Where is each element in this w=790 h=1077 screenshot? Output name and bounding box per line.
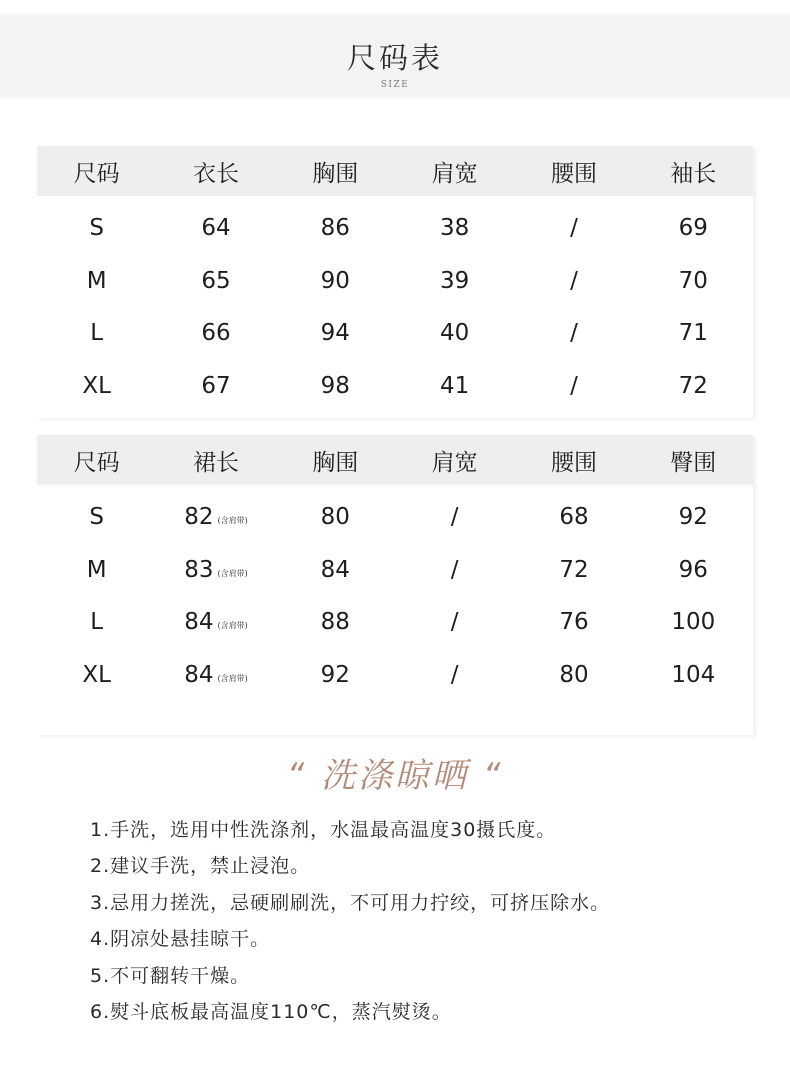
table-row	[37, 544, 753, 597]
table-row	[37, 596, 753, 649]
table-row	[37, 491, 753, 544]
column-header: 尺码	[73, 160, 120, 187]
table-cell: /	[570, 373, 578, 400]
table-cell: 76	[559, 609, 589, 636]
table-row	[37, 255, 753, 308]
list-item: 4.阴凉处悬挂晾干。	[90, 928, 271, 951]
table-header-row	[37, 435, 753, 485]
strap-note: (含肩带)	[217, 568, 248, 578]
table-cell: 90	[320, 267, 350, 294]
table-cell: XL	[82, 662, 111, 689]
column-header: 袖长	[670, 160, 717, 187]
column-header: 胸围	[312, 449, 359, 476]
column-header: 裙长	[192, 449, 239, 476]
column-header: 衣长	[192, 160, 239, 187]
table-cell: L	[90, 609, 104, 636]
table-cell: 71	[678, 320, 708, 347]
strap-note: (含肩带)	[217, 674, 248, 684]
strap-note: (含肩带)	[217, 621, 248, 631]
table-row	[37, 649, 753, 702]
table-cell-with-note	[156, 557, 275, 583]
table-cell: 66	[201, 320, 231, 347]
table-cell: /	[450, 556, 459, 583]
table-cell-with-note	[156, 504, 275, 530]
table-cell: 100	[671, 609, 716, 636]
page-subtitle: SIZE	[380, 80, 410, 90]
table-cell: 104	[671, 662, 716, 689]
table-cell: /	[570, 215, 578, 242]
page-title: 尺码表	[346, 41, 443, 75]
column-header: 尺码	[73, 449, 120, 476]
column-header: 肩宽	[431, 160, 478, 187]
table-cell: S	[89, 215, 104, 242]
column-header: 肩宽	[431, 449, 478, 476]
table-cell: 83	[184, 556, 214, 583]
table-row	[37, 307, 753, 360]
table-cell: 88	[320, 609, 350, 636]
list-item: 1.手洗，选用中性洗涤剂，水温最高温度30摄氏度。	[90, 819, 557, 841]
table-cell: L	[90, 320, 104, 347]
table-cell: 67	[201, 373, 231, 400]
table-cell: 94	[320, 320, 350, 347]
table-cell: /	[450, 662, 459, 689]
table-cell: XL	[82, 373, 111, 400]
table-cell: 72	[678, 373, 708, 400]
table-cell: 72	[559, 556, 589, 583]
table-cell: 96	[678, 556, 708, 583]
list-item: 2.建议手洗，禁止浸泡。	[90, 855, 311, 878]
table-cell: 40	[440, 320, 470, 347]
table-cell: 70	[678, 267, 708, 294]
list-item: 6.熨斗底板最高温度110℃，蒸汽熨烫。	[90, 1000, 452, 1023]
table-cell: 80	[320, 504, 350, 531]
table-cell: 84	[184, 609, 214, 636]
table-cell: 39	[440, 267, 470, 294]
list-item: 3.忌用力搓洗，忌硬刷刷洗，不可用力拧绞，可挤压除水。	[90, 891, 611, 914]
table-cell: M	[86, 267, 107, 294]
table-cell: 38	[440, 215, 470, 242]
column-header: 臀围	[670, 449, 717, 476]
table-cell: 84	[184, 662, 214, 689]
column-header: 胸围	[312, 160, 359, 187]
table-cell: 82	[184, 504, 214, 531]
table-cell: 69	[678, 215, 708, 242]
table-cell: M	[86, 556, 107, 583]
table-cell: 41	[440, 373, 470, 400]
table-cell: 68	[559, 504, 589, 531]
table-row	[37, 202, 753, 255]
table-row	[37, 360, 753, 413]
table-cell-with-note	[156, 662, 275, 688]
strap-note: (含肩带)	[217, 516, 248, 526]
care-instructions-list	[90, 814, 750, 1032]
table-cell: /	[570, 267, 578, 294]
table-cell: /	[450, 504, 459, 531]
table-cell: 86	[320, 215, 350, 242]
list-item: 5.不可翻转干燥。	[90, 964, 251, 987]
table-cell-with-note	[156, 609, 275, 635]
column-header: 腰围	[550, 449, 597, 476]
size-table-bottom	[37, 435, 753, 735]
table-cell: 98	[320, 373, 350, 400]
table-cell: 84	[320, 556, 350, 583]
table-cell: 92	[678, 504, 708, 531]
table-cell: 92	[320, 662, 350, 689]
header-banner	[0, 14, 790, 98]
table-cell: /	[450, 609, 459, 636]
table-header-row	[37, 146, 753, 196]
care-section-title: “ 洗涤晾晒 “	[286, 756, 504, 796]
table-cell: S	[89, 504, 104, 531]
table-cell: 80	[559, 662, 589, 689]
size-table-top	[37, 146, 753, 418]
column-header: 腰围	[550, 160, 597, 187]
table-cell: /	[570, 320, 578, 347]
table-cell: 65	[201, 267, 231, 294]
table-cell: 64	[201, 215, 231, 242]
